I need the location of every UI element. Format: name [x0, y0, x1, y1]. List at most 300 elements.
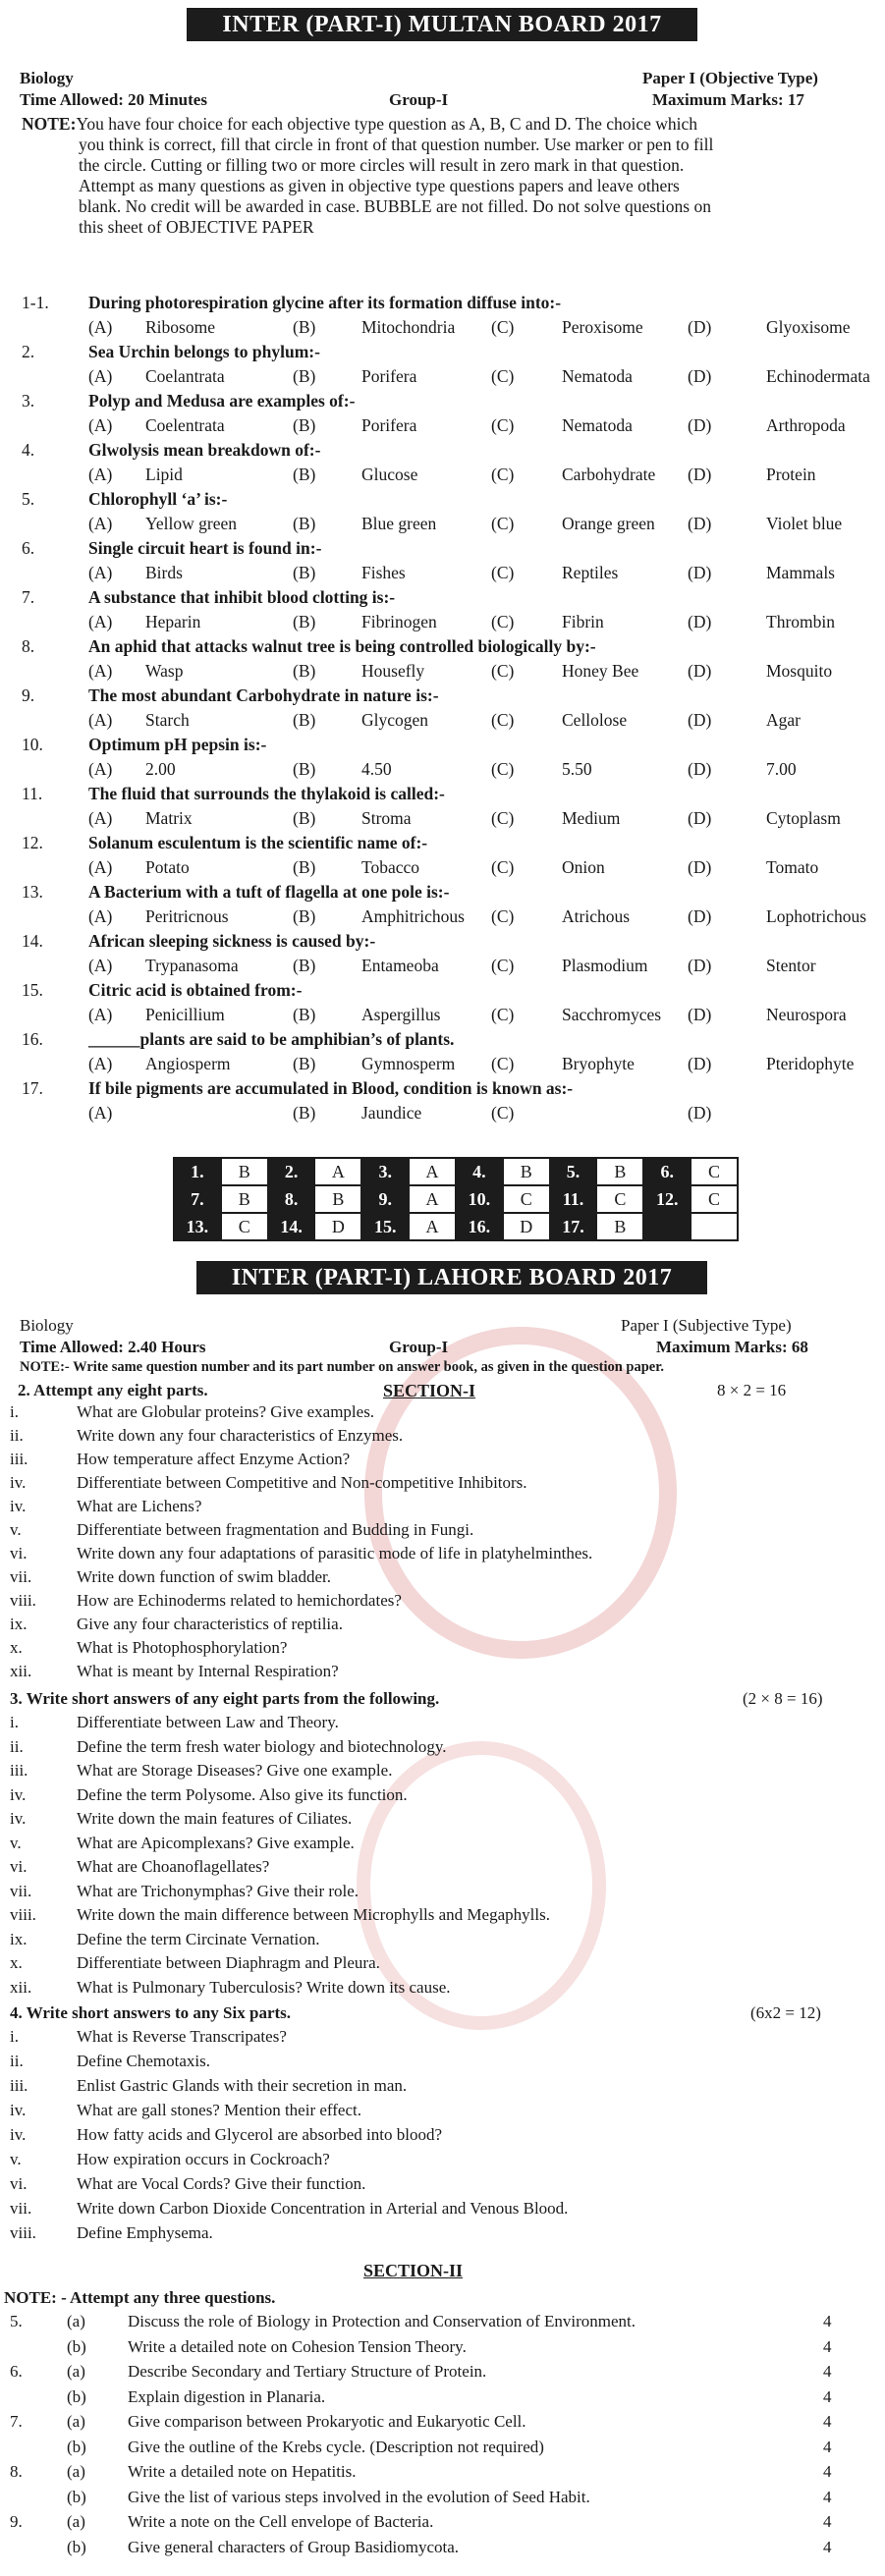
question-text: The fluid that surrounds the thylakoid is called:-	[88, 784, 445, 803]
option-text: Cellolose	[562, 710, 628, 730]
subject-label: Biology	[20, 69, 74, 87]
key-answer: C	[691, 1185, 738, 1213]
part-number: vii.	[10, 1567, 32, 1586]
question-number: 1-1.	[22, 293, 49, 312]
key-question-number: 9.	[361, 1185, 409, 1213]
option-text: Tomato	[766, 857, 819, 877]
part-number: ii.	[10, 2052, 24, 2070]
part-label: (a)	[67, 2312, 85, 2330]
short-question-part	[0, 1785, 885, 1809]
option-letter: (B)	[293, 1054, 316, 1073]
mcq-question	[0, 833, 885, 882]
option-letter: (D)	[688, 366, 712, 386]
part-text: What are Vocal Cords? Give their function.	[77, 2174, 366, 2193]
part-text: What are Storage Diseases? Give one example.	[77, 1761, 393, 1780]
key-answer: C	[221, 1213, 268, 1240]
question-text: Polyp and Medusa are examples of:-	[88, 391, 356, 411]
option-letter: (C)	[491, 465, 515, 484]
option-letter: (B)	[293, 1005, 316, 1024]
key-answer: B	[503, 1158, 550, 1185]
section-1-heading: SECTION-I	[383, 1381, 476, 1400]
option-text: Nematoda	[562, 366, 633, 386]
key-question-number: 11.	[550, 1185, 597, 1213]
part-number: i.	[10, 1713, 19, 1731]
question-number: 4.	[22, 440, 35, 460]
part-number: vii.	[10, 2199, 32, 2218]
option-text: Jaundice	[361, 1103, 422, 1123]
option-text: Fibrin	[562, 612, 604, 631]
option-row	[88, 563, 884, 584]
option-letter: (C)	[491, 956, 515, 975]
question-number: 2.	[22, 342, 35, 361]
q4-marks: (6x2 = 12)	[750, 2003, 821, 2022]
option-text: Starch	[145, 710, 190, 730]
part-text: What are Globular proteins? Give examples.	[77, 1402, 375, 1421]
option-text: Mitochondria	[361, 317, 456, 337]
part-text: Write a detailed note on Cohesion Tension Theory.	[128, 2336, 467, 2356]
part-number: iv.	[10, 2125, 27, 2144]
mcq-question	[0, 1029, 885, 1078]
option-letter: (C)	[491, 857, 515, 877]
question-number: 5.	[10, 2312, 23, 2330]
short-question-part	[0, 2199, 885, 2222]
key-answer: A	[409, 1213, 456, 1240]
option-row	[88, 956, 884, 977]
long-question-part	[0, 2412, 885, 2436]
key-answer: B	[596, 1213, 643, 1240]
answer-key-row	[174, 1158, 738, 1185]
part-text: How temperature affect Enzyme Action?	[77, 1450, 351, 1468]
question-text: A substance that inhibit blood clotting is:-	[88, 587, 396, 607]
option-letter: (A)	[88, 1054, 113, 1073]
mcq-question	[0, 587, 885, 636]
question-number: 5.	[22, 489, 35, 509]
short-question-part	[0, 2150, 885, 2173]
note-label: NOTE:	[22, 114, 77, 134]
short-question-part	[0, 2174, 885, 2198]
question-text: Citric acid is obtained from:-	[88, 980, 303, 1000]
mcq-question	[0, 1078, 885, 1127]
part-text: Give the outline of the Krebs cycle. (Description not required)	[128, 2437, 544, 2456]
mcq-question	[0, 636, 885, 685]
part-text: Define Emphysema.	[77, 2223, 213, 2242]
option-text: 4.50	[361, 759, 392, 779]
part-text: Differentiate between Competitive and Non-competitive Inhibitors.	[77, 1473, 527, 1492]
question-text: During photorespiration glycine after its formation diffuse into:-	[88, 293, 562, 312]
option-text: Wasp	[145, 661, 184, 681]
part-text: Write down any four characteristics of Enzymes.	[77, 1426, 404, 1445]
short-question-part	[0, 2125, 885, 2149]
option-row	[88, 366, 884, 388]
part-number: ii.	[10, 1736, 24, 1756]
option-letter: (B)	[293, 465, 316, 484]
question-text: African sleeping sickness is caused by:-	[88, 931, 376, 951]
option-letter: (A)	[88, 612, 113, 631]
part-text: Discuss the role of Biology in Protection and Conservation of Environment.	[128, 2312, 636, 2330]
subject-label: Biology	[20, 1316, 74, 1335]
option-letter: (C)	[491, 1103, 515, 1123]
option-text: Violet blue	[766, 514, 843, 533]
option-letter: (B)	[293, 563, 316, 582]
option-letter: (D)	[688, 612, 712, 631]
option-letter: (A)	[88, 514, 113, 533]
key-question-number: 4.	[456, 1158, 503, 1185]
short-question-part	[0, 2052, 885, 2075]
long-question-part	[0, 2538, 885, 2561]
key-answer: D	[314, 1213, 361, 1240]
part-marks: 4	[823, 2386, 832, 2406]
key-answer: C	[503, 1185, 550, 1213]
option-letter: (C)	[491, 563, 515, 582]
option-text: Trypanasoma	[145, 956, 239, 975]
option-letter: (A)	[88, 1005, 113, 1024]
mcq-question	[0, 293, 885, 342]
option-text: Carbohydrate	[562, 465, 656, 484]
question-number: 6.	[22, 538, 35, 558]
long-question-part	[0, 2512, 885, 2536]
part-number: vi.	[10, 1857, 28, 1876]
answer-key-row	[174, 1185, 738, 1213]
question-number: 8.	[10, 2462, 23, 2481]
question-number: 11.	[22, 784, 43, 803]
question-text: Solanum esculentum is the scientific name of:-	[88, 833, 428, 852]
option-row	[88, 317, 884, 339]
key-question-number: 3.	[361, 1158, 409, 1185]
option-text: Fishes	[361, 563, 406, 582]
option-text: Angiosperm	[145, 1054, 231, 1073]
option-letter: (D)	[688, 415, 712, 435]
question-number: 7.	[22, 587, 35, 607]
part-number: vii.	[10, 1881, 32, 1900]
q3-marks: (2 × 8 = 16)	[743, 1689, 823, 1708]
option-letter: (D)	[688, 661, 712, 681]
question-number: 6.	[10, 2362, 23, 2381]
question-text: Single circuit heart is found in:-	[88, 538, 322, 558]
part-marks: 4	[823, 2312, 832, 2330]
note-line: You have four choice for each objective type question as A, B, C and D. The choice which	[76, 114, 698, 134]
option-letter: (D)	[688, 1005, 712, 1024]
option-letter: (B)	[293, 857, 316, 877]
option-text: 7.00	[766, 759, 797, 779]
part-number: viii.	[10, 1905, 36, 1924]
note-line: the circle. Cutting or filling two or more circles will result in zero mark in that question.	[79, 155, 685, 175]
part-number: v.	[10, 1520, 22, 1539]
option-row	[88, 612, 884, 633]
part-text: Define Chemotaxis.	[77, 2052, 210, 2070]
part-marks: 4	[823, 2362, 832, 2381]
time-allowed: Time Allowed: 20 Minutes	[20, 90, 207, 109]
q4-title: 4. Write short answers to any Six parts.	[10, 2003, 292, 2022]
option-letter: (A)	[88, 1103, 113, 1123]
question-text: ______plants are said to be amphibian’s of plants.	[88, 1029, 455, 1049]
option-letter: (C)	[491, 906, 515, 926]
multan-header-2	[0, 90, 885, 110]
question-number: 8.	[22, 636, 35, 656]
option-letter: (B)	[293, 759, 316, 779]
key-question-number	[643, 1213, 691, 1240]
option-letter: (A)	[88, 759, 113, 779]
option-text: 5.50	[562, 759, 592, 779]
part-text: What are Lichens?	[77, 1497, 202, 1515]
mcq-question	[0, 931, 885, 980]
option-text: Peritricnous	[145, 906, 229, 926]
short-question-part	[0, 1905, 885, 1929]
part-text: Give the list of various steps involved in the evolution of Seed Habit.	[128, 2487, 590, 2506]
option-letter: (D)	[688, 563, 712, 582]
part-number: i.	[10, 1402, 19, 1421]
option-letter: (A)	[88, 906, 113, 926]
option-text: Lipid	[145, 465, 183, 484]
option-text: Aspergillus	[361, 1005, 441, 1024]
note-line: you think is correct, fill that circle in front of that question number. Use marker or pen to fill	[79, 135, 714, 154]
option-letter: (D)	[688, 956, 712, 975]
question-number: 16.	[22, 1029, 43, 1049]
option-text: Glyoxisome	[766, 317, 851, 337]
part-label: (a)	[67, 2512, 85, 2531]
question-number: 15.	[22, 980, 43, 1000]
option-letter: (C)	[491, 514, 515, 533]
question-number: 14.	[22, 931, 43, 951]
option-letter: (D)	[688, 857, 712, 877]
max-marks: Maximum Marks: 17	[652, 90, 804, 109]
key-question-number: 13.	[174, 1213, 221, 1240]
option-text: Entameoba	[361, 956, 439, 975]
option-text: Atrichous	[562, 906, 631, 926]
option-letter: (C)	[491, 366, 515, 386]
option-letter: (C)	[491, 1054, 515, 1073]
option-letter: (D)	[688, 465, 712, 484]
option-text: Amphitrichous	[361, 906, 465, 926]
key-answer: C	[691, 1158, 738, 1185]
key-answer: B	[314, 1185, 361, 1213]
q4-heading	[0, 2003, 885, 2027]
lahore-board-banner: INTER (PART-I) LAHORE BOARD 2017	[196, 1261, 707, 1294]
option-letter: (B)	[293, 661, 316, 681]
short-question-part	[0, 1857, 885, 1881]
question-text: If bile pigments are accumulated in Blood, condition is known as:-	[88, 1078, 574, 1098]
option-letter: (B)	[293, 514, 316, 533]
answer-key-table	[173, 1157, 739, 1241]
note-line: Attempt as many questions as given in objective type questions papers and leave others	[79, 176, 680, 195]
key-question-number: 1.	[174, 1158, 221, 1185]
option-letter: (A)	[88, 710, 113, 730]
key-answer: C	[596, 1185, 643, 1213]
option-text: Heparin	[145, 612, 201, 631]
q3-heading	[0, 1689, 885, 1713]
option-text: Potato	[145, 857, 190, 877]
part-number: vi.	[10, 1544, 28, 1562]
option-letter: (B)	[293, 415, 316, 435]
long-question-part	[0, 2488, 885, 2511]
q2-marks: 8 × 2 = 16	[717, 1381, 787, 1399]
part-text: Differentiate between Diaphragm and Pleura.	[77, 1953, 380, 1972]
part-number: i.	[10, 2027, 19, 2046]
part-number: xii.	[10, 1662, 32, 1680]
option-text: Honey Bee	[562, 661, 639, 681]
key-answer: B	[221, 1185, 268, 1213]
part-text: Define the term Polysome. Also give its function.	[77, 1784, 408, 1804]
option-text: Protein	[766, 465, 816, 484]
option-letter: (B)	[293, 612, 316, 631]
key-question-number: 15.	[361, 1213, 409, 1240]
short-question-part	[0, 1638, 885, 1662]
key-question-number: 14.	[268, 1213, 315, 1240]
option-letter: (D)	[688, 1054, 712, 1073]
long-question-part	[0, 2337, 885, 2361]
part-label: (b)	[67, 2537, 86, 2556]
option-letter: (A)	[88, 415, 113, 435]
option-text: Reptiles	[562, 563, 619, 582]
part-text: Write down Carbon Dioxide Concentration in Arterial and Venous Blood.	[77, 2199, 569, 2218]
note-line: blank. No credit will be awarded in case. BUBBLE are not filled. Do not solve questions on	[79, 196, 711, 216]
short-question-part	[0, 1953, 885, 1977]
section-2-note-text: NOTE: - Attempt any three questions.	[4, 2288, 276, 2307]
part-number: x.	[10, 1638, 23, 1657]
short-question-part	[0, 1473, 885, 1497]
part-number: ix.	[10, 1929, 28, 1948]
option-text: Neurospora	[766, 1005, 847, 1024]
option-text: Housefly	[361, 661, 425, 681]
question-text: An aphid that attacks walnut tree is being controlled biologically by:-	[88, 636, 596, 656]
part-text: Differentiate between Law and Theory.	[77, 1713, 339, 1731]
part-label: (b)	[67, 2487, 86, 2506]
option-text: Penicillium	[145, 1005, 225, 1024]
option-text: Mosquito	[766, 661, 833, 681]
long-question-part	[0, 2362, 885, 2385]
part-text: Give general characters of Group Basidiomycota.	[128, 2537, 460, 2556]
option-text: Matrix	[145, 808, 193, 828]
part-marks: 4	[823, 2462, 832, 2481]
part-number: iii.	[10, 1450, 28, 1468]
max-marks: Maximum Marks: 68	[656, 1338, 808, 1356]
long-question-part	[0, 2387, 885, 2411]
part-text: Write down the main features of Ciliates.	[77, 1809, 353, 1828]
short-question-part	[0, 1662, 885, 1685]
option-row	[88, 1005, 884, 1026]
part-text: Give any four characteristics of reptilia.	[77, 1615, 343, 1633]
option-text: Gymnosperm	[361, 1054, 456, 1073]
option-text: Cytoplasm	[766, 808, 841, 828]
key-question-number: 6.	[643, 1158, 691, 1185]
question-text: Sea Urchin belongs to phylum:-	[88, 342, 320, 361]
option-row	[88, 710, 884, 732]
q3-title: 3. Write short answers of any eight parts from the following.	[10, 1689, 440, 1708]
mcq-question	[0, 538, 885, 587]
mcq-question	[0, 685, 885, 735]
option-letter: (B)	[293, 1103, 316, 1123]
key-answer: A	[409, 1158, 456, 1185]
part-marks: 4	[823, 2437, 832, 2456]
option-text: Birds	[145, 563, 183, 582]
option-letter: (C)	[491, 1005, 515, 1024]
option-letter: (C)	[491, 661, 515, 681]
part-number: iv.	[10, 1809, 27, 1828]
option-letter: (A)	[88, 956, 113, 975]
option-text: Yellow green	[145, 514, 238, 533]
part-text: Write a note on the Cell envelope of Bacteria.	[128, 2512, 434, 2531]
key-answer	[691, 1213, 738, 1240]
key-answer: B	[221, 1158, 268, 1185]
question-text: A Bacterium with a tuft of flagella at one pole is:-	[88, 882, 450, 902]
long-question-part	[0, 2312, 885, 2335]
objective-instructions	[22, 114, 876, 238]
note-line: this sheet of OBJECTIVE PAPER	[79, 217, 314, 237]
part-label: (a)	[67, 2462, 85, 2481]
part-label: (a)	[67, 2412, 85, 2431]
lahore-header-2	[0, 1338, 885, 1357]
option-text: Glucose	[361, 465, 418, 484]
option-letter: (B)	[293, 366, 316, 386]
option-text: Lophotrichous	[766, 906, 867, 926]
mcq-question	[0, 882, 885, 931]
part-number: iv.	[10, 1784, 27, 1804]
part-text: Define the term Circinate Vernation.	[77, 1929, 320, 1948]
option-row	[88, 661, 884, 683]
short-question-part	[0, 1567, 885, 1591]
mcq-question	[0, 735, 885, 784]
option-letter: (B)	[293, 808, 316, 828]
option-letter: (C)	[491, 612, 515, 631]
option-text: 2.00	[145, 759, 176, 779]
part-text: Give comparison between Prokaryotic and Eukaryotic Cell.	[128, 2412, 526, 2431]
part-text: Write down the main difference between Microphylls and Megaphylls.	[77, 1905, 550, 1924]
short-question-part	[0, 1497, 885, 1520]
short-question-part	[0, 1809, 885, 1833]
option-letter: (D)	[688, 514, 712, 533]
part-number: v.	[10, 1833, 22, 1852]
option-text: Ribosome	[145, 317, 215, 337]
option-text: Porifera	[361, 415, 417, 435]
part-text: How are Echinoderms related to hemichordates?	[77, 1591, 402, 1610]
part-text: Explain digestion in Planaria.	[128, 2386, 326, 2406]
part-text: What are Trichonymphas? Give their role.	[77, 1881, 360, 1900]
short-question-part	[0, 1930, 885, 1953]
option-letter: (A)	[88, 366, 113, 386]
part-label: (b)	[67, 2386, 86, 2406]
option-letter: (C)	[491, 710, 515, 730]
mcq-question	[0, 489, 885, 538]
option-letter: (D)	[688, 808, 712, 828]
part-text: Enlist Gastric Glands with their secretion in man.	[77, 2076, 408, 2095]
option-text: Bryophyte	[562, 1054, 635, 1073]
question-text: The most abundant Carbohydrate in nature is:-	[88, 685, 439, 705]
part-number: ix.	[10, 1615, 28, 1633]
option-text: Orange green	[562, 514, 655, 533]
option-letter: (A)	[88, 465, 113, 484]
option-text: Glycogen	[361, 710, 429, 730]
question-number: 7.	[10, 2412, 23, 2431]
question-number: 17.	[22, 1078, 43, 1098]
option-text: Arthropoda	[766, 415, 846, 435]
short-question-part	[0, 2223, 885, 2247]
part-text: Write a detailed note on Hepatitis.	[128, 2462, 357, 2481]
option-letter: (D)	[688, 317, 712, 337]
paper-type: Paper I (Objective Type)	[642, 69, 818, 87]
part-text: Write down any four adaptations of parasitic mode of life in platyhelminthes.	[77, 1544, 593, 1562]
option-text: Fibrinogen	[361, 612, 437, 631]
option-letter: (A)	[88, 857, 113, 877]
key-question-number: 8.	[268, 1185, 315, 1213]
option-row	[88, 415, 884, 437]
part-text: Define the term fresh water biology and biotechnology.	[77, 1736, 447, 1756]
question-number: 9.	[10, 2512, 23, 2531]
key-question-number: 7.	[174, 1185, 221, 1213]
group-label: Group-I	[389, 1338, 449, 1356]
part-number: iv.	[10, 1473, 27, 1492]
part-text: What is meant by Internal Respiration?	[77, 1662, 339, 1680]
option-letter: (A)	[88, 563, 113, 582]
mcq-question	[0, 784, 885, 833]
